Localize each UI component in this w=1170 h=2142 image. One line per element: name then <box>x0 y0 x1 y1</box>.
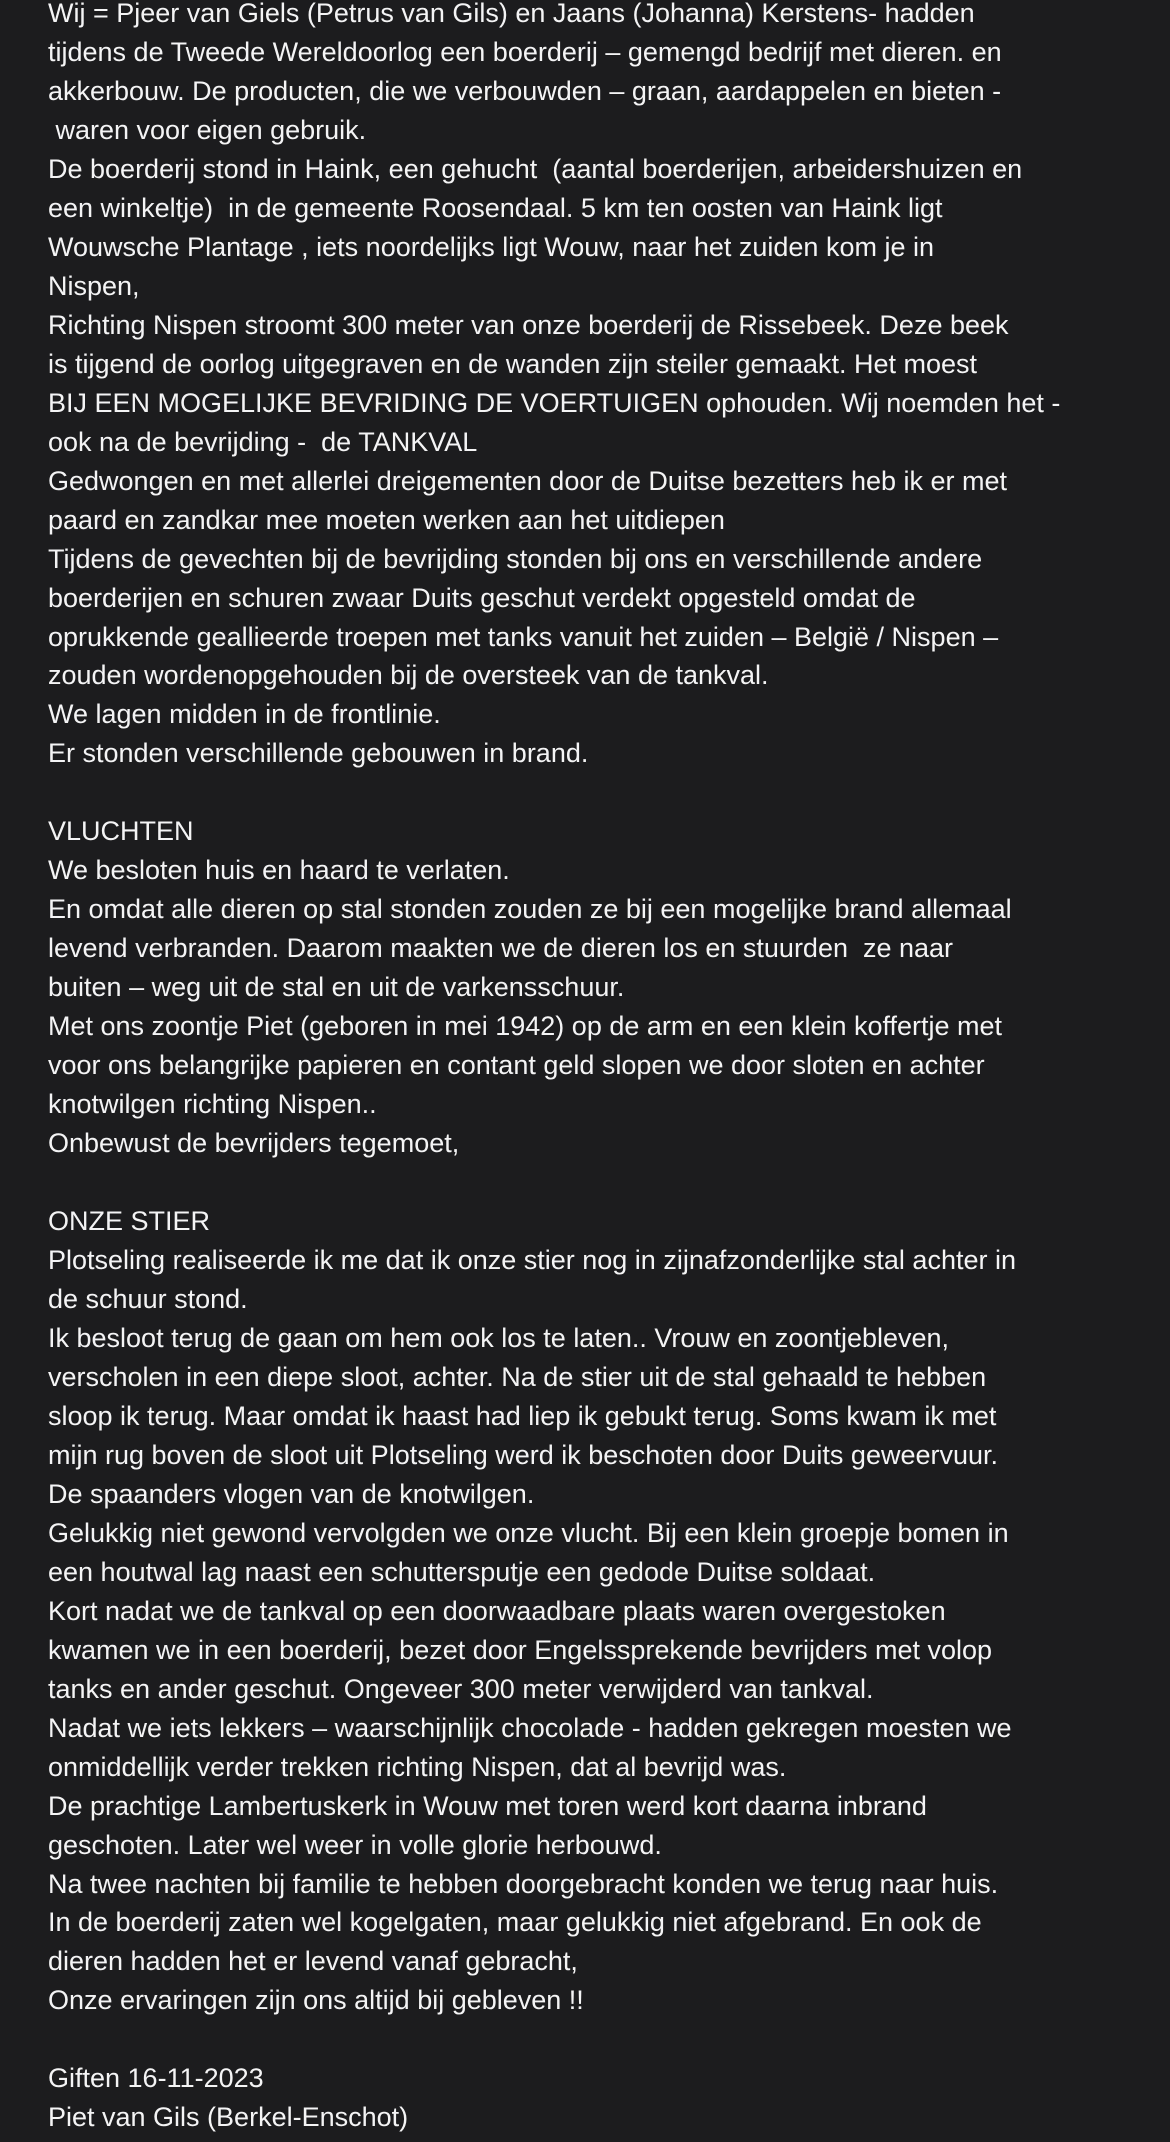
text-line: een winkeltje) in de gemeente Roosendaal. 5 km ten oosten van Haink ligt <box>48 192 943 223</box>
document-text <box>48 0 1163 2137</box>
text-line: waren voor eigen gebruik. <box>48 114 367 145</box>
text-line: Tijdens de gevechten bij de bevrijding stonden bij ons en verschillende andere <box>48 543 983 574</box>
text-line: Piet van Gils (Berkel-Enschot) <box>48 2102 409 2133</box>
text-line: mijn rug boven de sloot uit Plotseling werd ik beschoten door Duits geweervuur. <box>48 1439 999 1470</box>
text-line: Gedwongen en met allerlei dreigementen door de Duitse bezetters heb ik er met <box>48 465 1008 496</box>
text-line: levend verbranden. Daarom maakten we de dieren los en stuurden ze naar <box>48 933 954 964</box>
text-line <box>48 1163 1163 1202</box>
text-line <box>48 2020 1163 2059</box>
text-line: kwamen we in een boerderij, bezet door Engelssprekende bevrijders met volop <box>48 1634 993 1665</box>
text-line: BIJ EEN MOGELIJKE BEVRIDING DE VOERTUIGEN ophouden. Wij noemden het - <box>48 387 1061 418</box>
text-line: En omdat alle dieren op stal stonden zouden ze bij een mogelijke brand allemaal <box>48 894 1012 925</box>
text-line: Wouwsche Plantage , iets noordelijks ligt Wouw, naar het zuiden kom je in <box>48 231 934 262</box>
text-line: Met ons zoontje Piet (geboren in mei 1942) op de arm en een klein koffertje met <box>48 1011 1003 1042</box>
text-line: de schuur stond. <box>48 1283 248 1314</box>
text-line: tijdens de Tweede Wereldoorlog een boerderij – gemengd bedrijf met dieren. en <box>48 36 1002 67</box>
text-line: Ik besloot terug de gaan om hem ook los te laten.. Vrouw en zoontjebleven, <box>48 1322 950 1353</box>
text-line: voor ons belangrijke papieren en contant geld slopen we door sloten en achter <box>48 1050 985 1081</box>
text-line: We lagen midden in de frontlinie. <box>48 699 441 730</box>
text-line: Onze ervaringen zijn ons altijd bij gebleven !! <box>48 1985 584 2016</box>
text-line: Plotseling realiseerde ik me dat ik onze stier nog in zijnafzonderlijke stal achter in <box>48 1245 1016 1275</box>
text-line: oprukkende geallieerde troepen met tanks vanuit het zuiden – België / Nispen – <box>48 621 999 652</box>
text-line: ONZE STIER <box>48 1206 211 1237</box>
text-line: Nispen, <box>48 270 140 301</box>
text-line: ook na de bevrijding - de TANKVAL <box>48 426 478 457</box>
text-line: Giften 16-11-2023 <box>48 2063 264 2094</box>
text-line: akkerbouw. De producten, die we verbouwden – graan, aardappelen en bieten - <box>48 75 1002 106</box>
text-line: Onbewust de bevrijders tegemoet, <box>48 1128 460 1159</box>
text-line: dieren hadden het er levend vanaf gebracht, <box>48 1946 578 1977</box>
text-line: onmiddellijk verder trekken richting Nispen, dat al bevrijd was. <box>48 1751 787 1782</box>
text-line: Gelukkig niet gewond vervolgden we onze vlucht. Bij een klein groepje bomen in <box>48 1517 1009 1548</box>
text-line: De boerderij stond in Haink, een gehucht (aantal boerderijen, arbeidershuizen en <box>48 153 1023 184</box>
text-line: sloop ik terug. Maar omdat ik haast had liep ik gebukt terug. Soms kwam ik met <box>48 1400 997 1431</box>
text-line: VLUCHTEN <box>48 816 194 847</box>
text-line: We besloten huis en haard te verlaten. <box>48 855 510 886</box>
text-line <box>48 773 1163 812</box>
text-line: De prachtige Lambertuskerk in Wouw met toren werd kort daarna inbrand <box>48 1790 927 1821</box>
text-line: verscholen in een diepe sloot, achter. Na de stier uit de stal gehaald te hebben <box>48 1361 987 1392</box>
text-line: is tijgend de oorlog uitgegraven en de wanden zijn steiler gemaakt. Het moest <box>48 348 978 379</box>
text-line: Richting Nispen stroomt 300 meter van onze boerderij de Rissebeek. Deze beek <box>48 309 1009 340</box>
text-line: tanks en ander geschut. Ongeveer 300 meter verwijderd van tankval. <box>48 1673 874 1704</box>
text-line: zouden wordenopgehouden bij de oversteek van de tankval. <box>48 660 769 691</box>
text-line: Wij = Pjeer van Giels (Petrus van Gils) en Jaans (Johanna) Kerstens- hadden <box>48 0 975 28</box>
text-line: paard en zandkar mee moeten werken aan het uitdiepen <box>48 504 725 535</box>
text-line: Er stonden verschillende gebouwen in brand. <box>48 738 589 769</box>
text-line: Nadat we iets lekkers – waarschijnlijk chocolade - hadden gekregen moesten we <box>48 1712 1012 1743</box>
text-line: Kort nadat we de tankval op een doorwaadbare plaats waren overgestoken <box>48 1595 946 1626</box>
text-line: knotwilgen richting Nispen.. <box>48 1089 377 1120</box>
text-line: geschoten. Later wel weer in volle glorie herbouwd. <box>48 1829 662 1860</box>
text-line: een houtwal lag naast een schuttersputje een gedode Duitse soldaat. <box>48 1556 876 1587</box>
text-line: boerderijen en schuren zwaar Duits geschut verdekt opgesteld omdat de <box>48 582 916 613</box>
text-line: Na twee nachten bij familie te hebben doorgebracht konden we terug naar huis. <box>48 1868 999 1899</box>
text-line: In de boerderij zaten wel kogelgaten, maar gelukkig niet afgebrand. En ook de <box>48 1907 982 1938</box>
text-line: buiten – weg uit de stal en uit de varkensschuur. <box>48 972 625 1003</box>
text-line: De spaanders vlogen van de knotwilgen. <box>48 1478 535 1509</box>
